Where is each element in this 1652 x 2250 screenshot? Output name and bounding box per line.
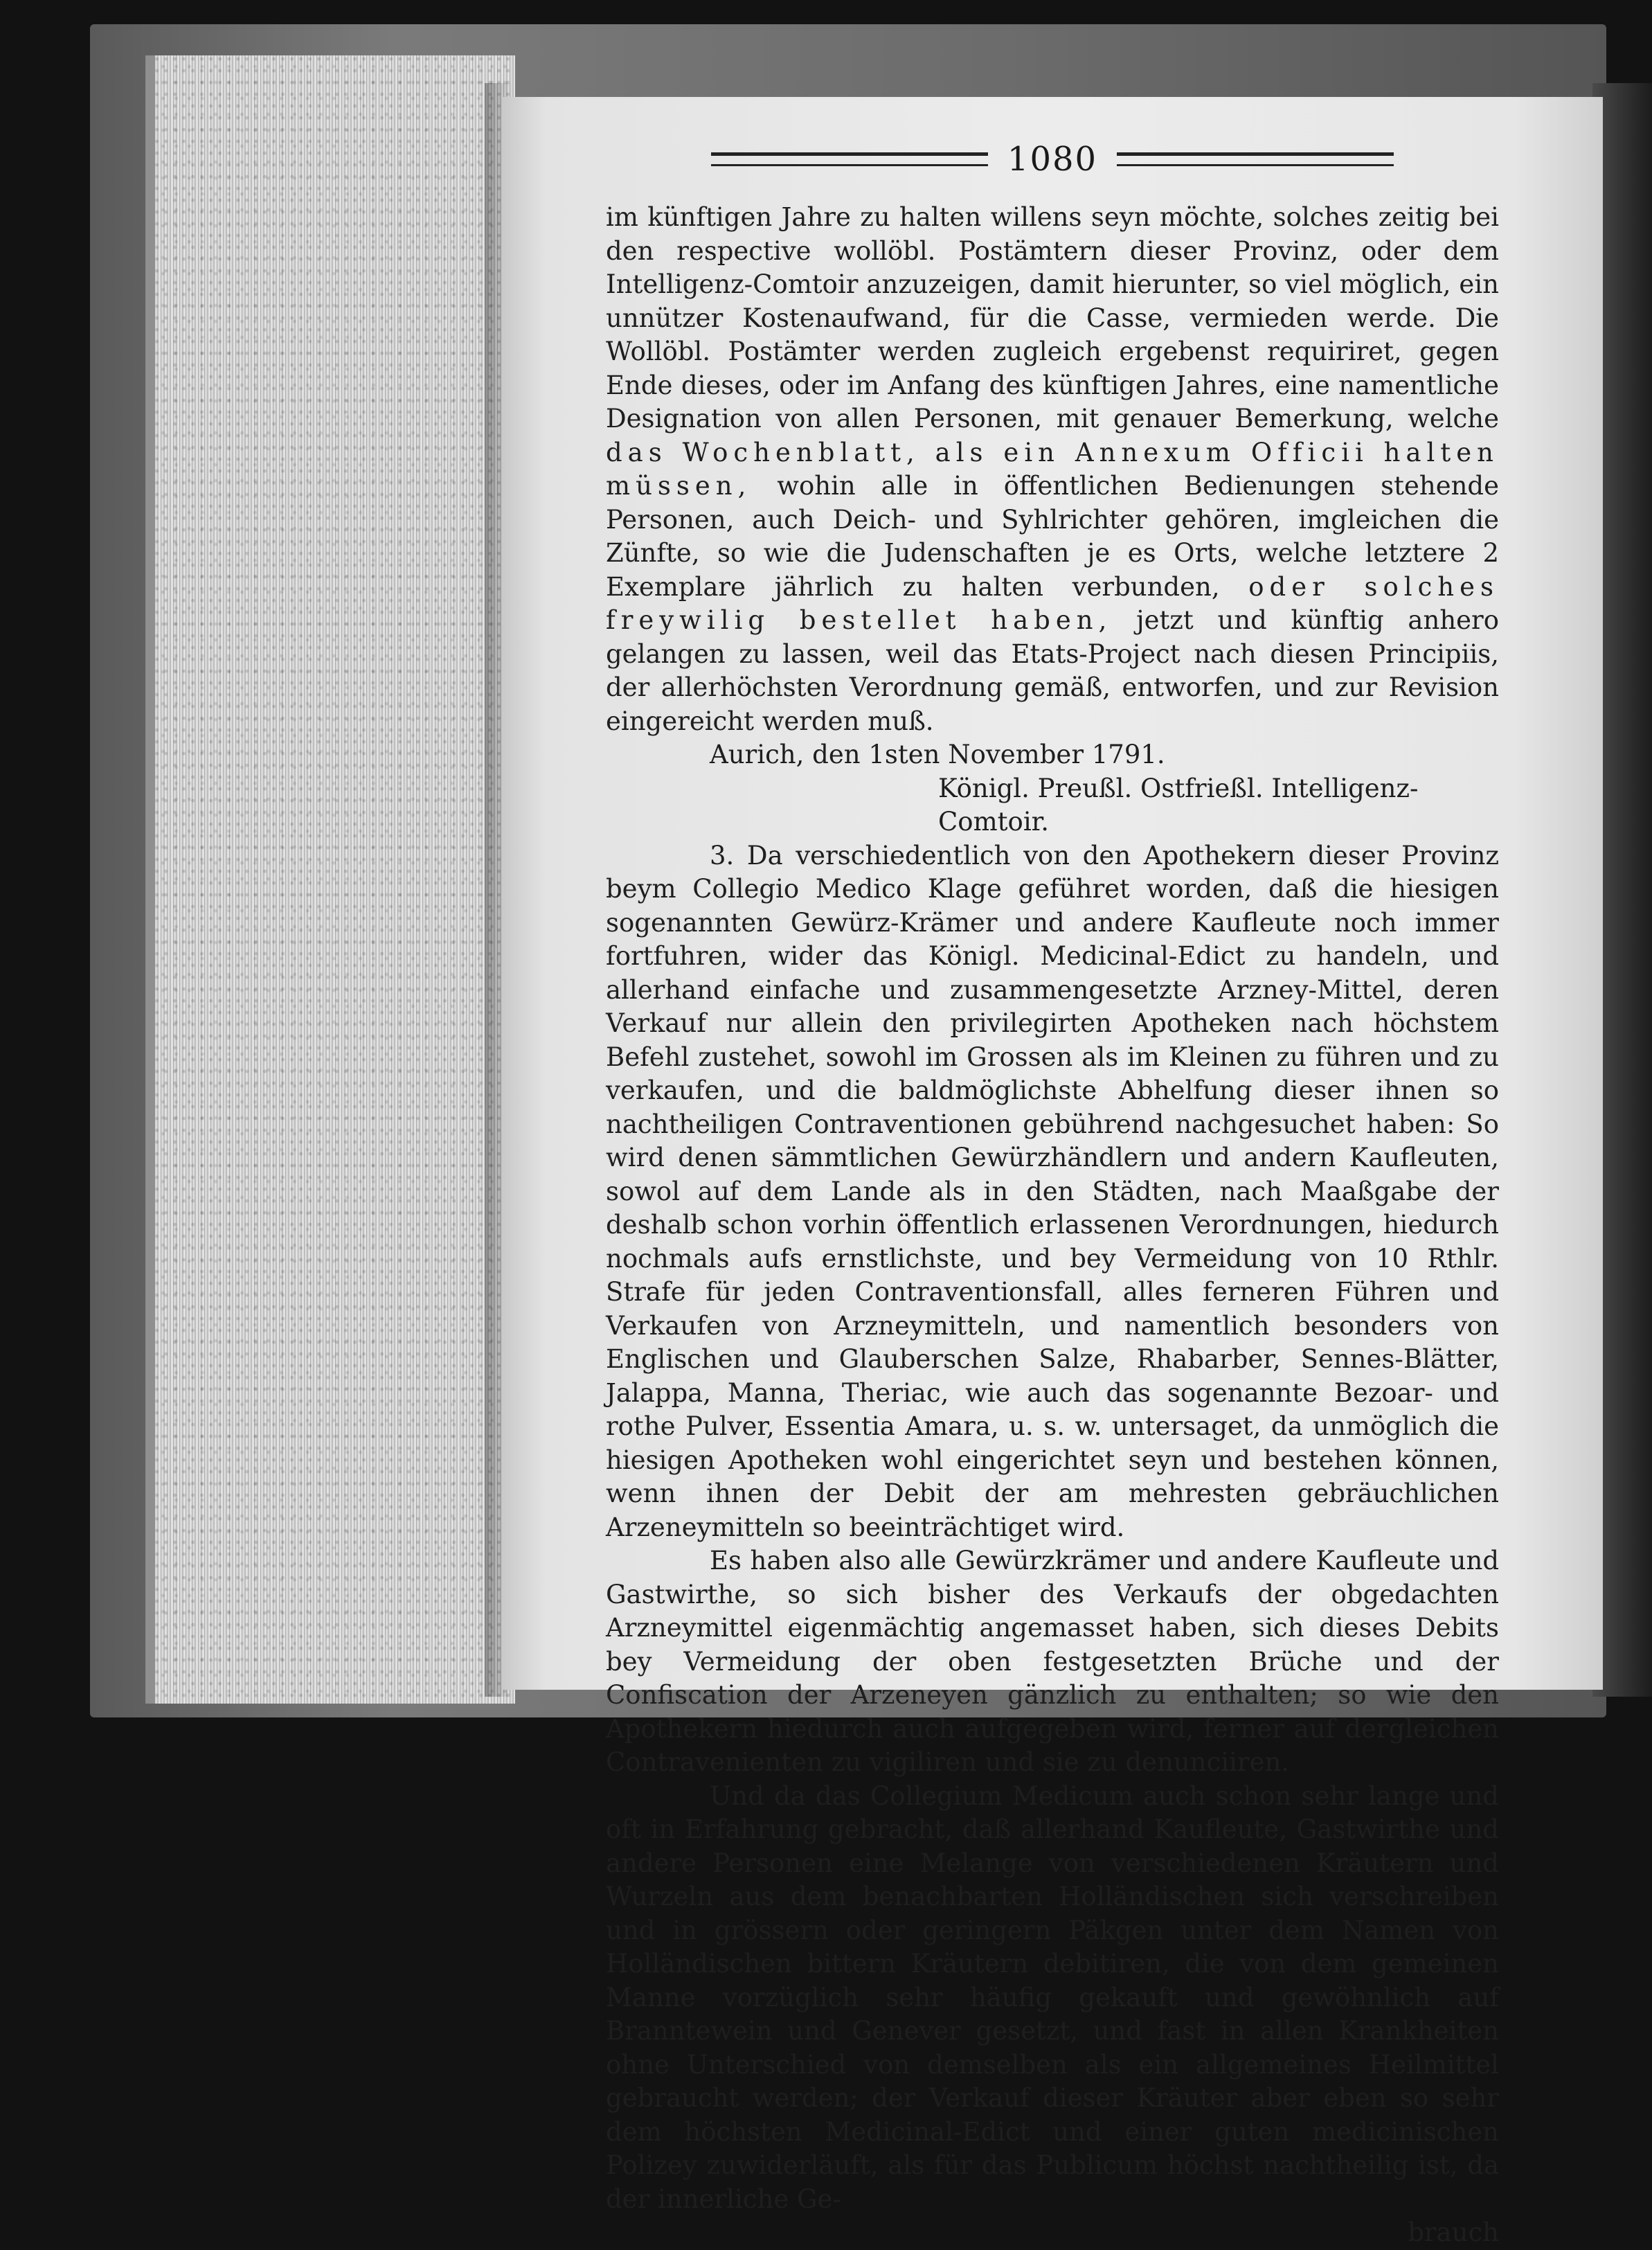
text-run: jetzt und künftig anhero gelangen zu lassen, weil das Etats-Project nach diesen Principiis, der allerhöchsten Verordnung gemäß, entworfen, und zur Revision eingereicht werden muß. (606, 605, 1500, 736)
speckled-edge-texture (155, 55, 515, 1704)
page-block-edge (145, 55, 515, 1704)
catchword: brauch (1408, 2217, 1499, 2247)
printed-page (502, 97, 1603, 2247)
paragraph-collegium-medicum: Und da das Collegium Medicum auch schon sehr lange und oft in Erfahrung gebracht, daß allerhand Kaufleute, Gastwirthe und andere Personen eine Melange von verschiedenen Kräutern und Wurzeln aus dem benachbarten Holländischen sich verschreiben und in grössern oder geringern Päkgen unter dem Namen von Holländischen bittern Kräutern debitiren, die von dem gemeinen Manne vorzüglich sehr häufig gekauft und gewöhnlich auf Branntewein und Genever gesetzt, und fast in allen Krankheiten ohne Unterschied von demselben als ein allgemeines Heilmittel gebraucht werden; der Verkauf dieser Kräuter aber eben so sehr dem höchsten Medicinal-Edict und einer guten medicinischen Polizey zuwiderläuft, als für das Publicum höchst nachtheilig ist, da der innerliche Ge- (606, 1780, 1499, 2214)
header-rule-left (711, 152, 988, 166)
spaced-text: oder solches freywilig bestellet haben, (606, 571, 1500, 635)
paragraph-gewuerzkraemer: Es haben also alle Gewürzkrämer und andere Kaufleute und Gastwirthe, so sich bisher des Verkaufs der obgedachten Arzneymittel eigenmächtig angemasset haben, sich dieses Debits bey Vermeidung der oben festgesetzten Brüche und der Confiscation der Arzeneyen gänzlich zu enthalten; so wie den Apothekern hiedurch auch aufgegeben wird, ferner auf dergleichen Contravenienten zu vigiliren und sie zu denunciiren. (606, 1546, 1499, 1777)
paragraph-continuation (606, 201, 1499, 738)
spaced-text: das Wochenblatt, als ein Annexum Officii halten müssen, (606, 437, 1499, 501)
header-rule-right (1117, 152, 1394, 166)
signature-office: Königl. Preußl. Ostfrießl. Intelligenz-Comtoir. (938, 773, 1419, 837)
page-header (606, 139, 1499, 180)
signature-place-date: Aurich, den 1sten November 1791. (710, 740, 1165, 769)
page-number: 1080 (1007, 140, 1098, 179)
paragraph-3: 3. Da verschiedentlich von den Apothekern dieser Provinz beym Collegio Medico Klage geführet worden, daß die hiesigen sogenannten Gewürz-Krämer und andere Kaufleute noch immer fortfuhren, wider das Königl. Medicinal-Edict zu handeln, und allerhand einfache und zusammengesetzte Arzney-Mittel, deren Verkauf nur allein den privilegirten Apotheken nach höchstem Befehl zustehet, sowohl im Grossen als im Kleinen zu führen und zu verkaufen, und die baldmöglichste Abhelfung dieser ihnen so nachtheiligen Contraventionen gebührend nachgesuchet haben: So wird denen sämmtlichen Gewürzhändlern und andern Kaufleuten, sowol auf dem Lande als in den Städten, nach Maaßgabe der deshalb schon vorhin öffentlich erlassenen Verordnungen, hiedurch nochmals aufs ernstlichste, und bey Vermeidung von 10 Rthlr. Strafe für jeden Contraventionsfall, alles ferneren Führen und Verkaufen von Arzneymitteln, und namentlich besonders von Englischen und Glauberschen Salze, Rhabarber, Sennes-Blätter, Jalappa, Manna, Theriac, wie auch das sogenannte Bezoar- und rothe Pulver, Essentia Amara, u. s. w. untersaget, da unmöglich die hiesigen Apotheken wohl eingerichtet seyn und bestehen können, wenn ihnen der Debit der am mehresten gebräuchlichen Arzeneymitteln so beeinträchtiget wird. (606, 840, 1499, 1542)
page-body (606, 201, 1499, 2250)
text-run: im künftigen Jahre zu halten willens seyn möchte, solches zeitig bei den respective wollöbl. Postämtern dieser Provinz, oder dem Intelligenz-Comtoir anzuzeigen, damit hierunter, so viel möglich, ein unnützer Kostenaufwand, für die Casse, vermieden werde. Die Wollöbl. Postämter werden zugleich ergebenst requiriret, gegen Ende dieses, oder im Anfang des künftigen Jahres, eine namentliche Designation von allen Personen, mit genauer Bemerkung, welche (606, 202, 1499, 434)
text-run: wohin alle in öffentlichen Bedienungen stehende Personen, auch Deich- und Syhlrichter gehören, imgleichen die Zünfte, so wie die Judenschaften je es Orts, welche letztere 2 Exemplare jährlich zu halten verbunden, (606, 471, 1499, 602)
